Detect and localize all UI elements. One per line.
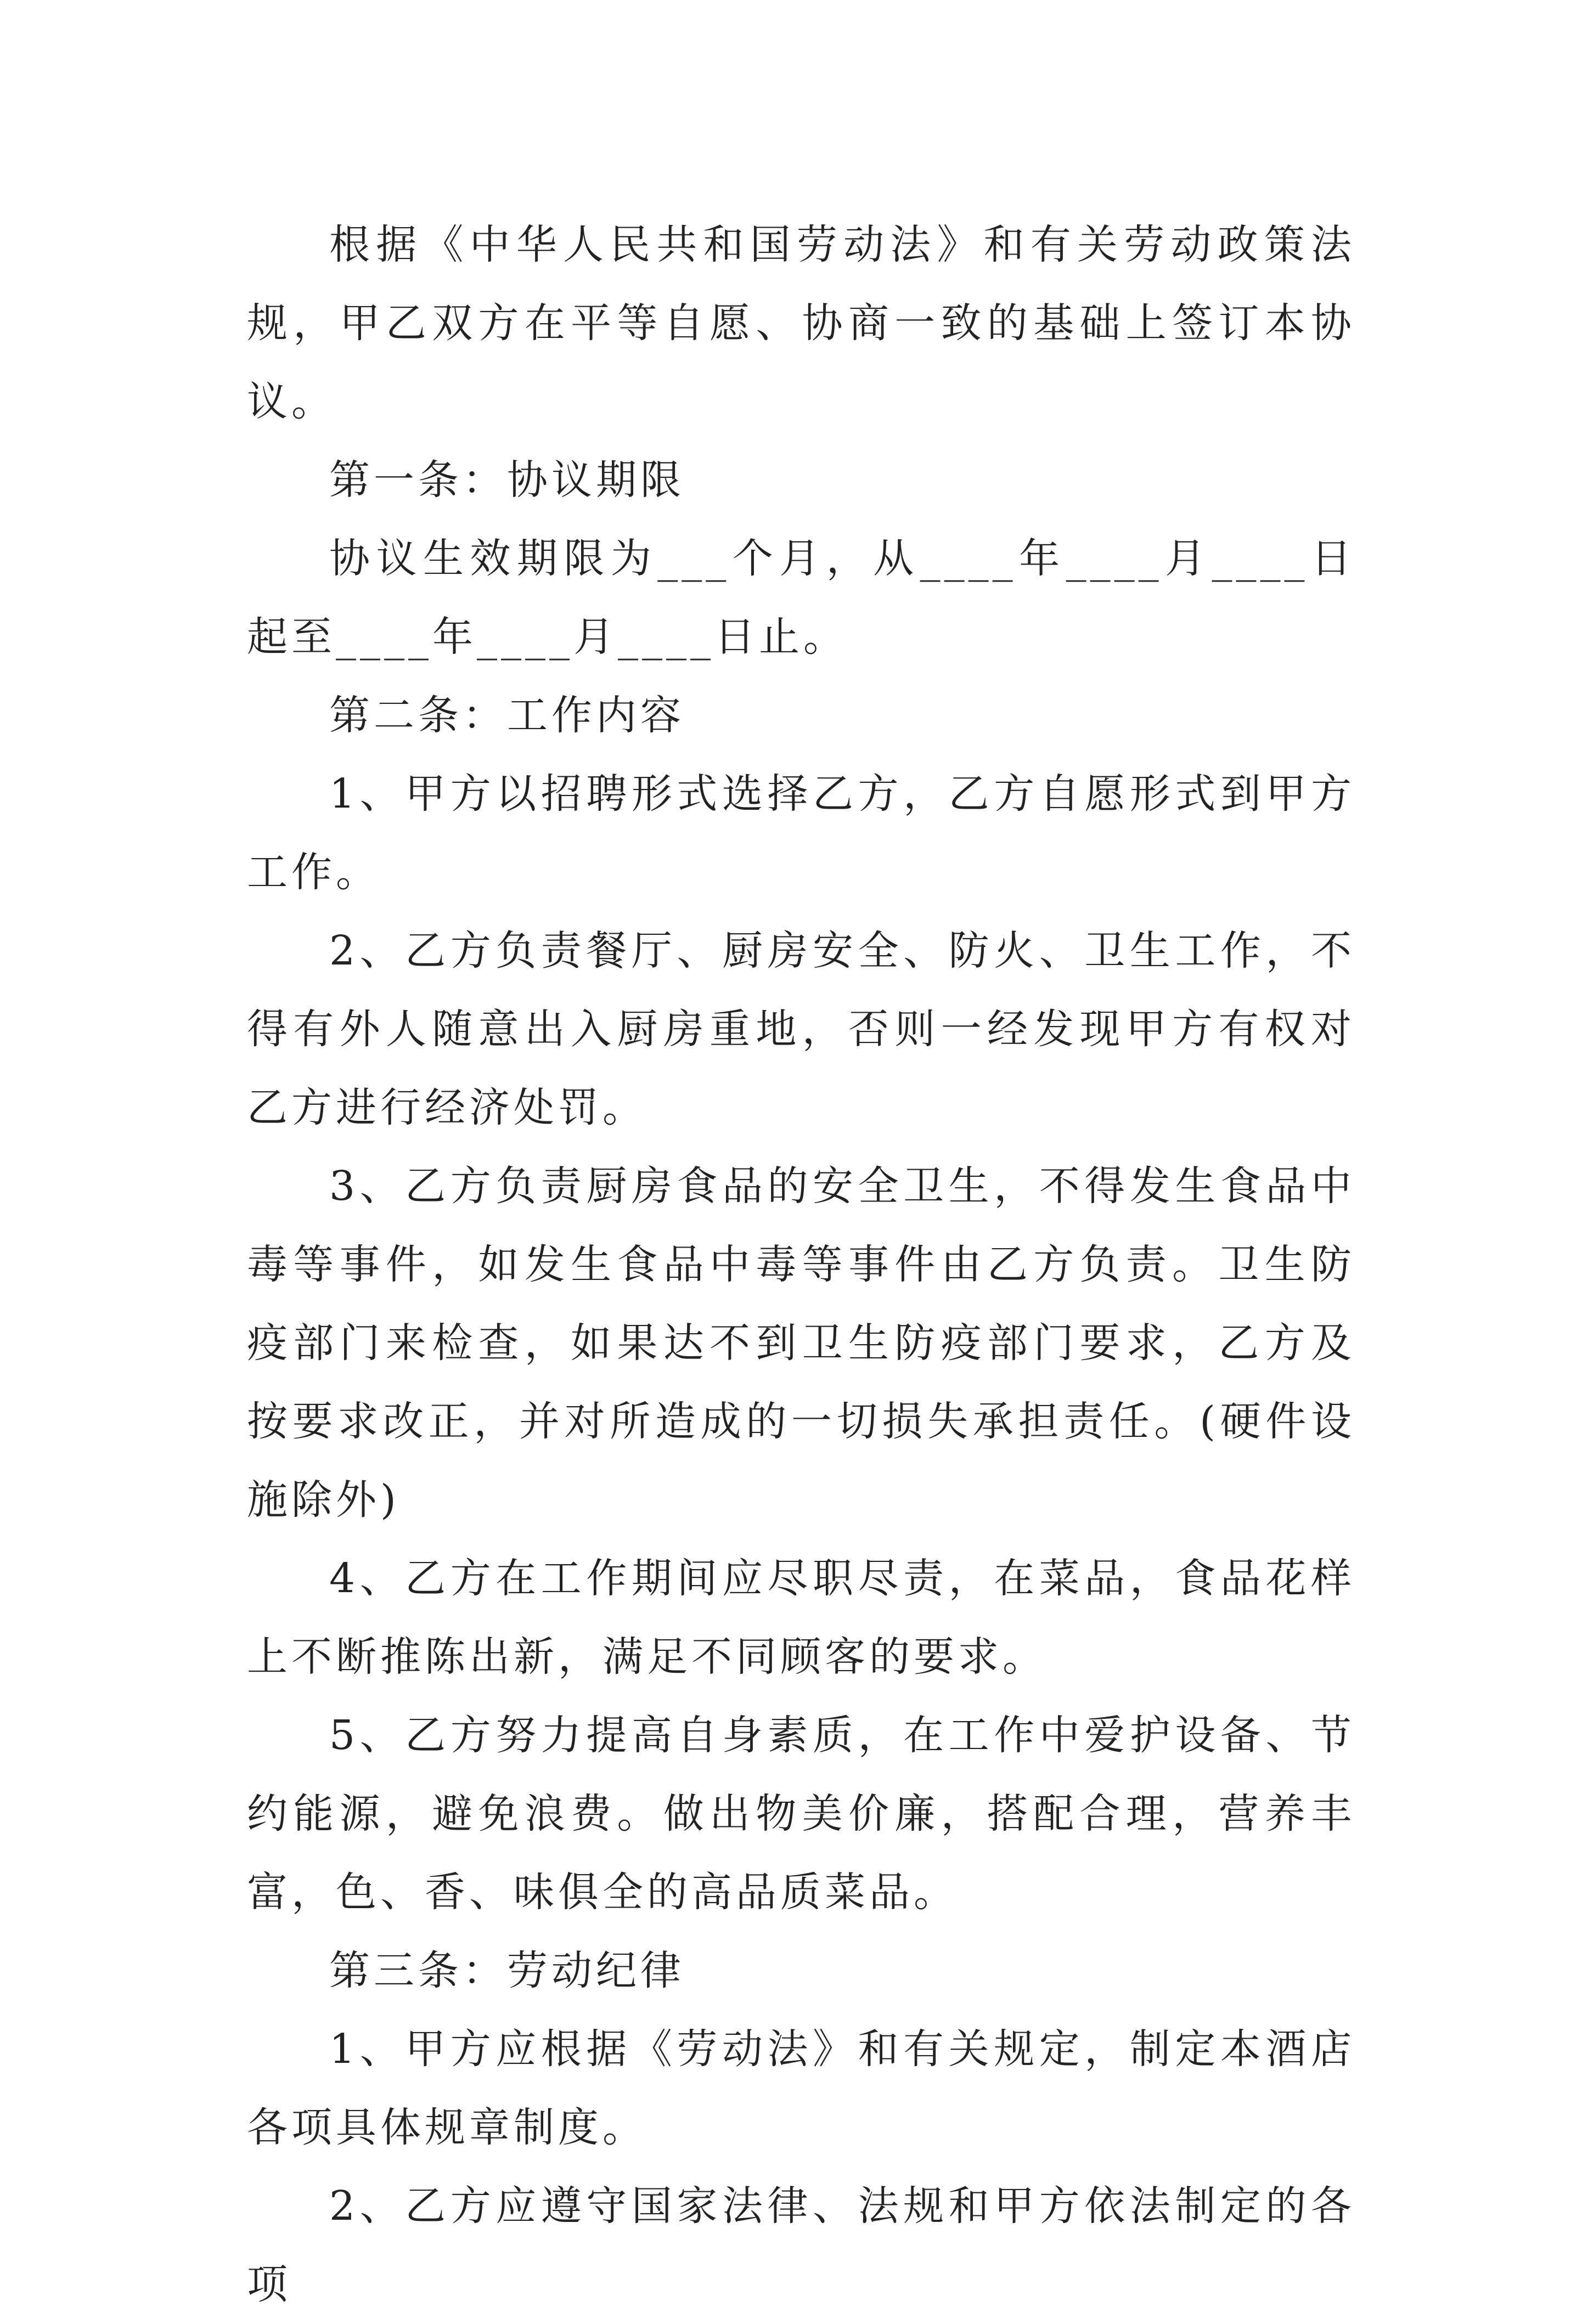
work-item-3: 3、乙方负责厨房食品的安全卫生，不得发生食品中毒等事件，如发生食品中毒等事件由乙方负责。卫生防疫部门来检查，如果达不到卫生防疫部门要求，乙方及按要求改正，并对所造成的一切损失承担责任。(硬件设施除外)	[247, 1163, 1355, 1524]
intro-paragraph: 根据《中华人民共和国劳动法》和有关劳动政策法规，甲乙双方在平等自愿、协商一致的基础上签订本协议。	[247, 221, 1355, 425]
document-body	[247, 206, 1355, 2324]
discipline-item-1: 1、甲方应根据《劳动法》和有关规定，制定本酒店各项具体规章制度。	[247, 2026, 1355, 2151]
discipline-item-2: 2、乙方应遵守国家法律、法规和甲方依法制定的各项	[247, 2182, 1355, 2308]
work-item-4: 4、乙方在工作期间应尽职尽责，在菜品，食品花样上不断推陈出新，满足不同顾客的要求。	[247, 1555, 1355, 1680]
article-3-heading: 第三条：劳动纪律	[329, 1947, 685, 1994]
work-item-1: 1、甲方以招聘形式选择乙方，乙方自愿形式到甲方工作。	[247, 770, 1355, 896]
work-item-2: 2、乙方负责餐厅、厨房安全、防火、卫生工作，不得有外人随意出入厨房重地，否则一经发现甲方有权对乙方进行经济处罚。	[247, 927, 1355, 1131]
term-paragraph: 协议生效期限为___个月，从____年____月____日起至____年____月____日止。	[247, 535, 1355, 661]
work-item-5: 5、乙方努力提高自身素质，在工作中爱护设备、节约能源，避免浪费。做出物美价廉，搭配合理，营养丰富，色、香、味俱全的高品质菜品。	[247, 1712, 1355, 1916]
article-1-heading: 第一条：协议期限	[329, 456, 685, 504]
article-2-heading: 第二条：工作内容	[329, 692, 685, 739]
